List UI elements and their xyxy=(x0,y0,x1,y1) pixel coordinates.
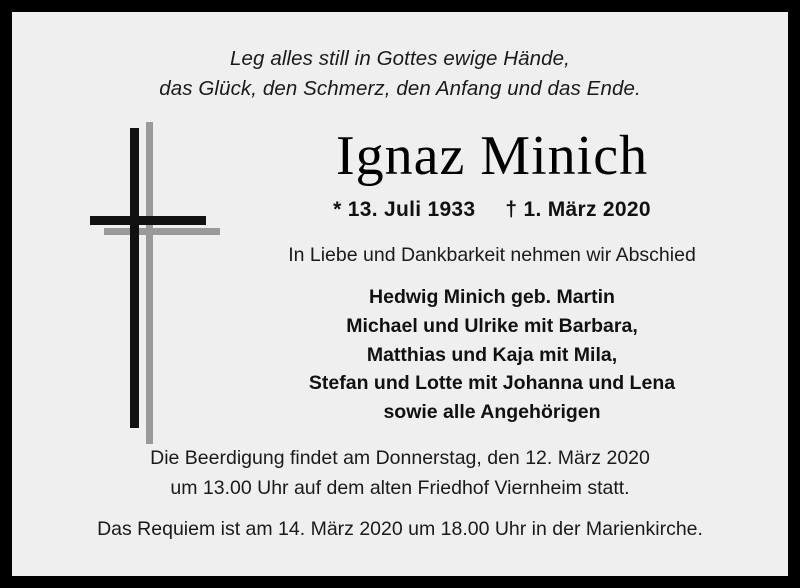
mourner-line: sowie alle Angehörigen xyxy=(383,400,601,423)
mourners-list xyxy=(230,283,754,426)
service-details xyxy=(18,444,782,544)
notice-paper xyxy=(18,18,782,570)
mourner-line: Michael und Ulrike mit Barbara, xyxy=(346,314,638,337)
funeral-line-1: Die Beerdigung findet am Donnerstag, den 12. März 2020 xyxy=(150,447,650,470)
verse-line-2: das Glück, den Schmerz, den Anfang und das Ende. xyxy=(159,76,641,100)
verse-line-1: Leg alles still in Gottes ewige Hände, xyxy=(230,47,570,70)
funeral-info xyxy=(18,444,782,503)
life-dates xyxy=(230,198,754,222)
cross-horizontal-dark xyxy=(90,216,206,225)
funeral-line-2: um 13.00 Uhr auf dem alten Friedhof Viernheim statt. xyxy=(170,476,630,499)
mourner-line: Hedwig Minich geb. Martin xyxy=(369,286,615,309)
notice-frame xyxy=(10,10,790,578)
birth-date: * 13. Juli 1933 xyxy=(333,198,476,222)
deceased-name: Ignaz Minich xyxy=(335,125,649,188)
requiem-line-1: Das Requiem ist am 14. März 2020 um 18.00 Uhr in der Marienkirche. xyxy=(97,517,703,540)
mourner-line: Stefan und Lotte mit Johanna und Lena xyxy=(308,372,676,395)
cross-graphic xyxy=(84,122,244,452)
death-date: † 1. März 2020 xyxy=(505,198,651,222)
cross-vertical-light xyxy=(146,122,153,444)
memorial-verse xyxy=(18,44,782,103)
farewell-intro: In Liebe und Dankbarkeit nehmen wir Abschied xyxy=(288,244,696,267)
requiem-info xyxy=(18,515,782,544)
mourner-line: Matthias und Kaja mit Mila, xyxy=(366,343,618,366)
cross-horizontal-light xyxy=(104,228,220,235)
cross-vertical-dark xyxy=(130,128,139,428)
